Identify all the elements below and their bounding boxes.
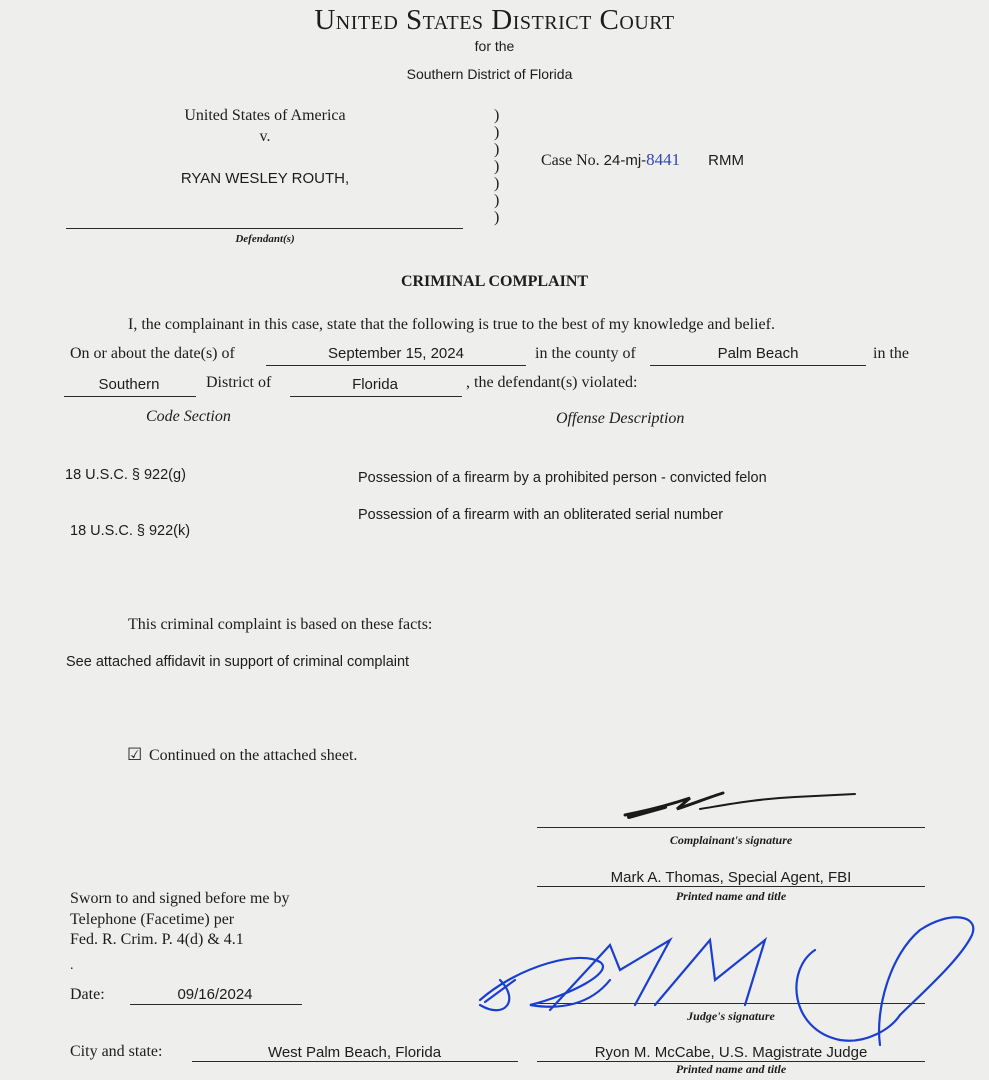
offense-description-header: Offense Description (556, 410, 685, 427)
complainant-name: Mark A. Thomas, Special Agent, FBI (610, 869, 852, 886)
caption-brackets: ) ) ) ) ) ) ) (494, 107, 500, 226)
continued-label: Continued on the attached sheet. (149, 747, 358, 764)
district-line (64, 396, 196, 397)
state-line (290, 396, 462, 397)
in-the-label: in the (873, 345, 909, 362)
complainant-signature-graphic (615, 785, 865, 830)
city-state-line (192, 1061, 518, 1062)
offense-date: September 15, 2024 (328, 345, 464, 362)
for-the-label: for the (474, 38, 515, 54)
plaintiff-name: United States of America (184, 107, 346, 124)
complainant-printed-label: Printed name and title (675, 889, 787, 903)
complainant-signature-label: Complainant's signature (669, 833, 793, 847)
date-value: 09/16/2024 (177, 986, 253, 1003)
continued-checkbox-icon: ☑ (127, 745, 143, 764)
county-value: Palm Beach (717, 345, 799, 362)
dot-mark: . (70, 958, 74, 973)
date-value-line (130, 1004, 302, 1005)
offense-description-1: Possession of a firearm by a prohibited person - convicted felon (358, 470, 767, 486)
offense-code-2: 18 U.S.C. § 922(k) (70, 523, 191, 539)
state-value: Florida (352, 376, 398, 393)
district-of-label: District of (206, 374, 272, 391)
case-no-number: 8441 (646, 150, 681, 169)
on-or-about-label: On or about the date(s) of (70, 345, 235, 362)
complaint-heading: CRIMINAL COMPLAINT (400, 273, 589, 290)
city-state-label: City and state: (70, 1043, 163, 1060)
county-line (650, 365, 866, 366)
district-label: Southern District of Florida (406, 66, 573, 82)
versus-label: v. (259, 128, 271, 145)
judge-name: Ryon M. McCabe, U.S. Magistrate Judge (594, 1044, 868, 1061)
court-title: United States District Court (314, 4, 675, 36)
complainant-signature-line (537, 827, 925, 828)
sworn-line-2: Telephone (Facetime) per (70, 911, 235, 928)
county-label: in the county of (535, 345, 636, 362)
code-section-header: Code Section (146, 408, 231, 425)
complaint-intro: I, the complainant in this case, state that the following is true to the best of my knowledge and belief. (128, 316, 775, 333)
date-label: Date: (70, 986, 105, 1003)
case-no-label: Case No. (541, 152, 600, 169)
case-no-suffix: RMM (708, 152, 744, 169)
case-number (541, 150, 744, 170)
judge-signature-graphic (460, 910, 985, 1060)
judge-printed-label: Printed name and title (675, 1062, 787, 1076)
judge-signature-label: Judge's signature (687, 1009, 775, 1023)
defendant-line (66, 228, 463, 229)
defendant-name: RYAN WESLEY ROUTH, (180, 170, 350, 187)
based-on-label: This criminal complaint is based on these facts: (128, 616, 433, 633)
sworn-line-3: Fed. R. Crim. P. 4(d) & 4.1 (70, 931, 244, 948)
sworn-line-1: Sworn to and signed before me by (70, 890, 290, 907)
offense-description-2: Possession of a firearm with an obliterated serial number (358, 507, 724, 523)
district-value: Southern (98, 376, 160, 393)
case-no-prefix: 24-mj- (603, 152, 647, 169)
violated-label: , the defendant(s) violated: (466, 374, 638, 391)
city-state-value: West Palm Beach, Florida (267, 1044, 442, 1061)
defendant-label: Defendant(s) (235, 233, 295, 245)
facts-text: See attached affidavit in support of criminal complaint (66, 654, 410, 670)
offense-code-1: 18 U.S.C. § 922(g) (65, 467, 186, 483)
date-line (266, 365, 526, 366)
complainant-name-line (537, 886, 925, 887)
